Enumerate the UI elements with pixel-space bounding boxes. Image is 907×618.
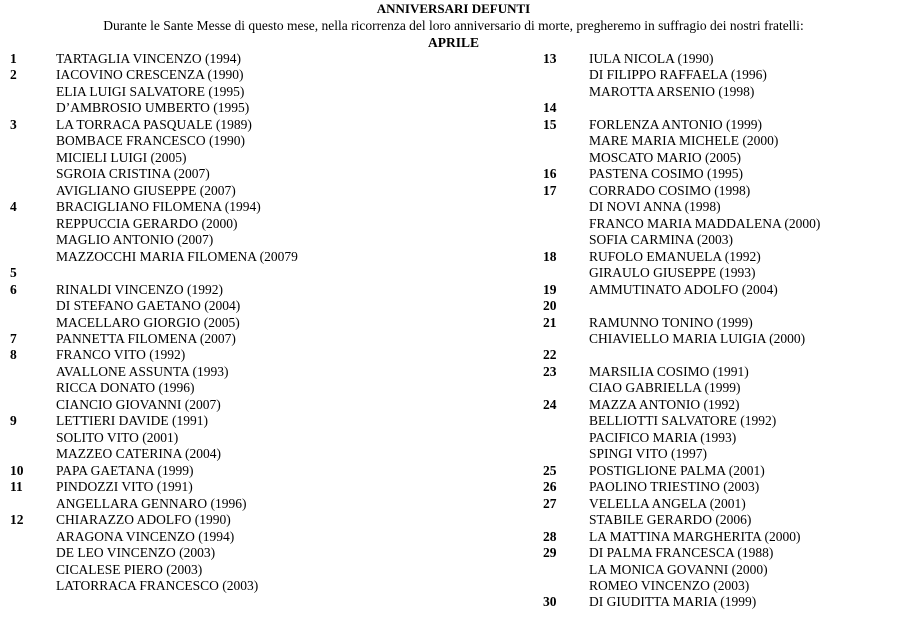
deceased-name: MARE MARIA MICHELE (2000) <box>589 133 779 149</box>
deceased-name: SOFIA CARMINA (2003) <box>589 232 734 248</box>
deceased-name: CICALESE PIERO (2003) <box>56 561 203 577</box>
deceased-name: LA TORRACA PASQUALE (1989) <box>56 116 252 132</box>
list-item <box>543 380 820 396</box>
list-item <box>10 364 298 380</box>
list-item <box>543 249 820 265</box>
day-number: 24 <box>543 396 557 412</box>
deceased-name: PASTENA COSIMO (1995) <box>589 166 744 182</box>
right-column <box>543 51 820 611</box>
list-item <box>10 84 298 100</box>
list-item <box>10 282 298 298</box>
deceased-name: MAGLIO ANTONIO (2007) <box>56 232 214 248</box>
deceased-name: ROMEO VINCENZO (2003) <box>589 578 750 593</box>
deceased-name: MAZZEO CATERINA (2004) <box>56 446 221 462</box>
list-item <box>543 479 820 495</box>
list-item <box>10 512 298 528</box>
deceased-name: SPINGI VITO (1997) <box>589 446 707 462</box>
list-item <box>543 397 820 413</box>
list-item <box>10 315 298 331</box>
deceased-name: LA MONICA GOVANNI (2000) <box>589 561 768 577</box>
deceased-name: AMMUTINATO ADOLFO (2004) <box>589 281 778 297</box>
deceased-name: CIANCIO GIOVANNI (2007) <box>56 396 221 412</box>
deceased-name: AVALLONE ASSUNTA (1993) <box>56 363 229 379</box>
deceased-name: POSTIGLIONE PALMA (2001) <box>589 462 765 478</box>
list-item <box>543 364 820 380</box>
list-item <box>10 249 298 265</box>
list-item <box>543 430 820 446</box>
list-item <box>10 413 298 429</box>
deceased-name: FRANCO VITO (1992) <box>56 347 186 363</box>
list-item <box>543 562 820 578</box>
list-item <box>10 496 298 512</box>
list-item <box>543 512 820 528</box>
list-item <box>10 216 298 232</box>
day-number: 28 <box>543 528 557 544</box>
list-item <box>10 150 298 166</box>
day-number: 21 <box>543 314 557 330</box>
list-item <box>10 347 298 363</box>
deceased-name: MARSILIA COSIMO (1991) <box>589 363 749 379</box>
deceased-name: LETTIERI DAVIDE (1991) <box>56 413 208 429</box>
deceased-name: REPPUCCIA GERARDO (2000) <box>56 215 238 231</box>
list-item <box>10 331 298 347</box>
day-number: 15 <box>543 116 557 132</box>
day-number: 29 <box>543 545 557 561</box>
day-number: 11 <box>10 479 23 495</box>
list-item <box>543 265 820 281</box>
deceased-name: IULA NICOLA (1990) <box>589 51 714 66</box>
list-item <box>10 446 298 462</box>
deceased-name: DI GIUDITTA MARIA (1999) <box>589 594 757 610</box>
list-item <box>543 347 820 363</box>
deceased-name: STABILE GERARDO (2006) <box>589 512 752 528</box>
list-item <box>10 562 298 578</box>
day-number: 17 <box>543 182 557 198</box>
list-item <box>543 594 820 610</box>
deceased-name: DI FILIPPO RAFFAELA (1996) <box>589 67 767 83</box>
list-item <box>10 51 298 67</box>
list-item <box>543 232 820 248</box>
day-number: 8 <box>10 347 17 363</box>
deceased-name: PAOLINO TRIESTINO (2003) <box>589 479 760 495</box>
list-item <box>10 298 298 314</box>
day-number: 18 <box>543 248 557 264</box>
list-item <box>543 315 820 331</box>
list-item <box>543 331 820 347</box>
deceased-name: DE LEO VINCENZO (2003) <box>56 545 216 561</box>
deceased-name: LA MATTINA MARGHERITA (2000) <box>589 528 801 544</box>
deceased-name: MAROTTA ARSENIO (1998) <box>589 83 755 99</box>
list-item <box>10 100 298 116</box>
deceased-name: PANNETTA FILOMENA (2007) <box>56 330 236 346</box>
deceased-name: PACIFICO MARIA (1993) <box>589 429 737 445</box>
deceased-name: FORLENZA ANTONIO (1999) <box>589 116 762 132</box>
day-number: 5 <box>10 265 17 281</box>
deceased-name: BOMBACE FRANCESCO (1990) <box>56 133 246 149</box>
deceased-name: CORRADO COSIMO (1998) <box>589 182 751 198</box>
list-item <box>10 380 298 396</box>
deceased-name: CIAO GABRIELLA (1999) <box>589 380 741 396</box>
day-number: 12 <box>10 512 24 528</box>
list-item <box>543 117 820 133</box>
day-number: 9 <box>10 413 17 429</box>
day-number: 22 <box>543 347 557 363</box>
deceased-name: GIRAULO GIUSEPPE (1993) <box>589 265 756 281</box>
list-item <box>543 67 820 83</box>
deceased-name: TARTAGLIA VINCENZO (1994) <box>56 51 242 66</box>
day-number: 26 <box>543 479 557 495</box>
deceased-name: VELELLA ANGELA (2001) <box>589 495 746 511</box>
deceased-name: PAPA GAETANA (1999) <box>56 462 194 478</box>
day-number: 19 <box>543 281 557 297</box>
day-number: 7 <box>10 330 17 346</box>
list-item <box>10 199 298 215</box>
day-number: 16 <box>543 166 557 182</box>
deceased-name: DI NOVI ANNA (1998) <box>589 199 721 215</box>
list-item <box>10 545 298 561</box>
deceased-name: DI PALMA FRANCESCA (1988) <box>589 545 774 561</box>
deceased-name: MOSCATO MARIO (2005) <box>589 149 742 165</box>
list-item <box>543 199 820 215</box>
list-item <box>543 84 820 100</box>
list-item <box>543 183 820 199</box>
deceased-name: AVIGLIANO GIUSEPPE (2007) <box>56 182 236 198</box>
list-item <box>543 133 820 149</box>
deceased-name: MAZZOCCHI MARIA FILOMENA (20079 <box>56 248 298 264</box>
day-number: 14 <box>543 100 557 116</box>
deceased-name: MICIELI LUIGI (2005) <box>56 149 187 165</box>
list-item <box>10 67 298 83</box>
list-item <box>543 150 820 166</box>
list-item <box>10 578 298 594</box>
list-item <box>10 166 298 182</box>
list-item <box>543 545 820 561</box>
deceased-name: RINALDI VINCENZO (1992) <box>56 281 223 297</box>
list-item <box>10 265 298 281</box>
list-item <box>543 298 820 314</box>
deceased-name: CHIAVIELLO MARIA LUIGIA (2000) <box>589 330 806 346</box>
list-item <box>10 479 298 495</box>
day-number: 23 <box>543 363 557 379</box>
day-number: 3 <box>10 116 17 132</box>
list-item <box>10 117 298 133</box>
deceased-name: ELIA LUIGI SALVATORE (1995) <box>56 83 245 99</box>
deceased-name: RUFOLO EMANUELA (1992) <box>589 248 761 264</box>
month-heading: APRILE <box>427 35 479 50</box>
deceased-name: RICCA DONATO (1996) <box>56 380 195 396</box>
deceased-name: CHIARAZZO ADOLFO (1990) <box>56 512 231 528</box>
deceased-name: PINDOZZI VITO (1991) <box>56 479 193 495</box>
deceased-name: SOLITO VITO (2001) <box>56 429 179 445</box>
day-number: 4 <box>10 199 17 215</box>
deceased-name: BRACIGLIANO FILOMENA (1994) <box>56 199 261 215</box>
list-item <box>10 529 298 545</box>
list-item <box>543 496 820 512</box>
list-item <box>543 282 820 298</box>
list-item <box>10 463 298 479</box>
deceased-name: RAMUNNO TONINO (1999) <box>589 314 753 330</box>
list-item <box>543 216 820 232</box>
page-title: ANNIVERSARI DEFUNTI <box>376 1 531 16</box>
deceased-name: MACELLARO GIORGIO (2005) <box>56 314 240 330</box>
day-number: 2 <box>10 67 17 83</box>
day-number: 20 <box>543 298 557 314</box>
day-number: 1 <box>10 51 17 66</box>
day-number: 10 <box>10 462 24 478</box>
deceased-name: MAZZA ANTONIO (1992) <box>589 396 740 412</box>
intro-text: Durante le Sante Messe di questo mese, nella ricorrenza del loro anniversario di morte, pregheremo in suffragio dei nostri fratelli: <box>103 18 804 33</box>
list-item <box>543 100 820 116</box>
list-item <box>10 133 298 149</box>
list-item <box>543 446 820 462</box>
list-item <box>543 529 820 545</box>
list-item <box>10 397 298 413</box>
day-number: 27 <box>543 495 557 511</box>
day-number: 25 <box>543 462 557 478</box>
deceased-name: DI STEFANO GAETANO (2004) <box>56 298 241 314</box>
list-item <box>543 51 820 67</box>
deceased-name: ANGELLARA GENNARO (1996) <box>56 495 247 511</box>
list-item <box>10 232 298 248</box>
deceased-name: FRANCO MARIA MADDALENA (2000) <box>589 215 821 231</box>
list-item <box>543 578 820 594</box>
deceased-name: LATORRACA FRANCESCO (2003) <box>56 578 259 593</box>
deceased-name: BELLIOTTI SALVATORE (1992) <box>589 413 777 429</box>
list-item <box>543 463 820 479</box>
left-column <box>10 51 298 594</box>
day-number: 30 <box>543 594 557 610</box>
deceased-name: D’AMBROSIO UMBERTO (1995) <box>56 100 250 116</box>
day-number: 13 <box>543 51 557 66</box>
day-number: 6 <box>10 281 17 297</box>
deceased-name: ARAGONA VINCENZO (1994) <box>56 528 235 544</box>
list-item <box>543 413 820 429</box>
list-item <box>543 166 820 182</box>
list-item <box>10 183 298 199</box>
deceased-name: SGROIA CRISTINA (2007) <box>56 166 210 182</box>
deceased-name: IACOVINO CRESCENZA (1990) <box>56 67 244 83</box>
list-item <box>10 430 298 446</box>
